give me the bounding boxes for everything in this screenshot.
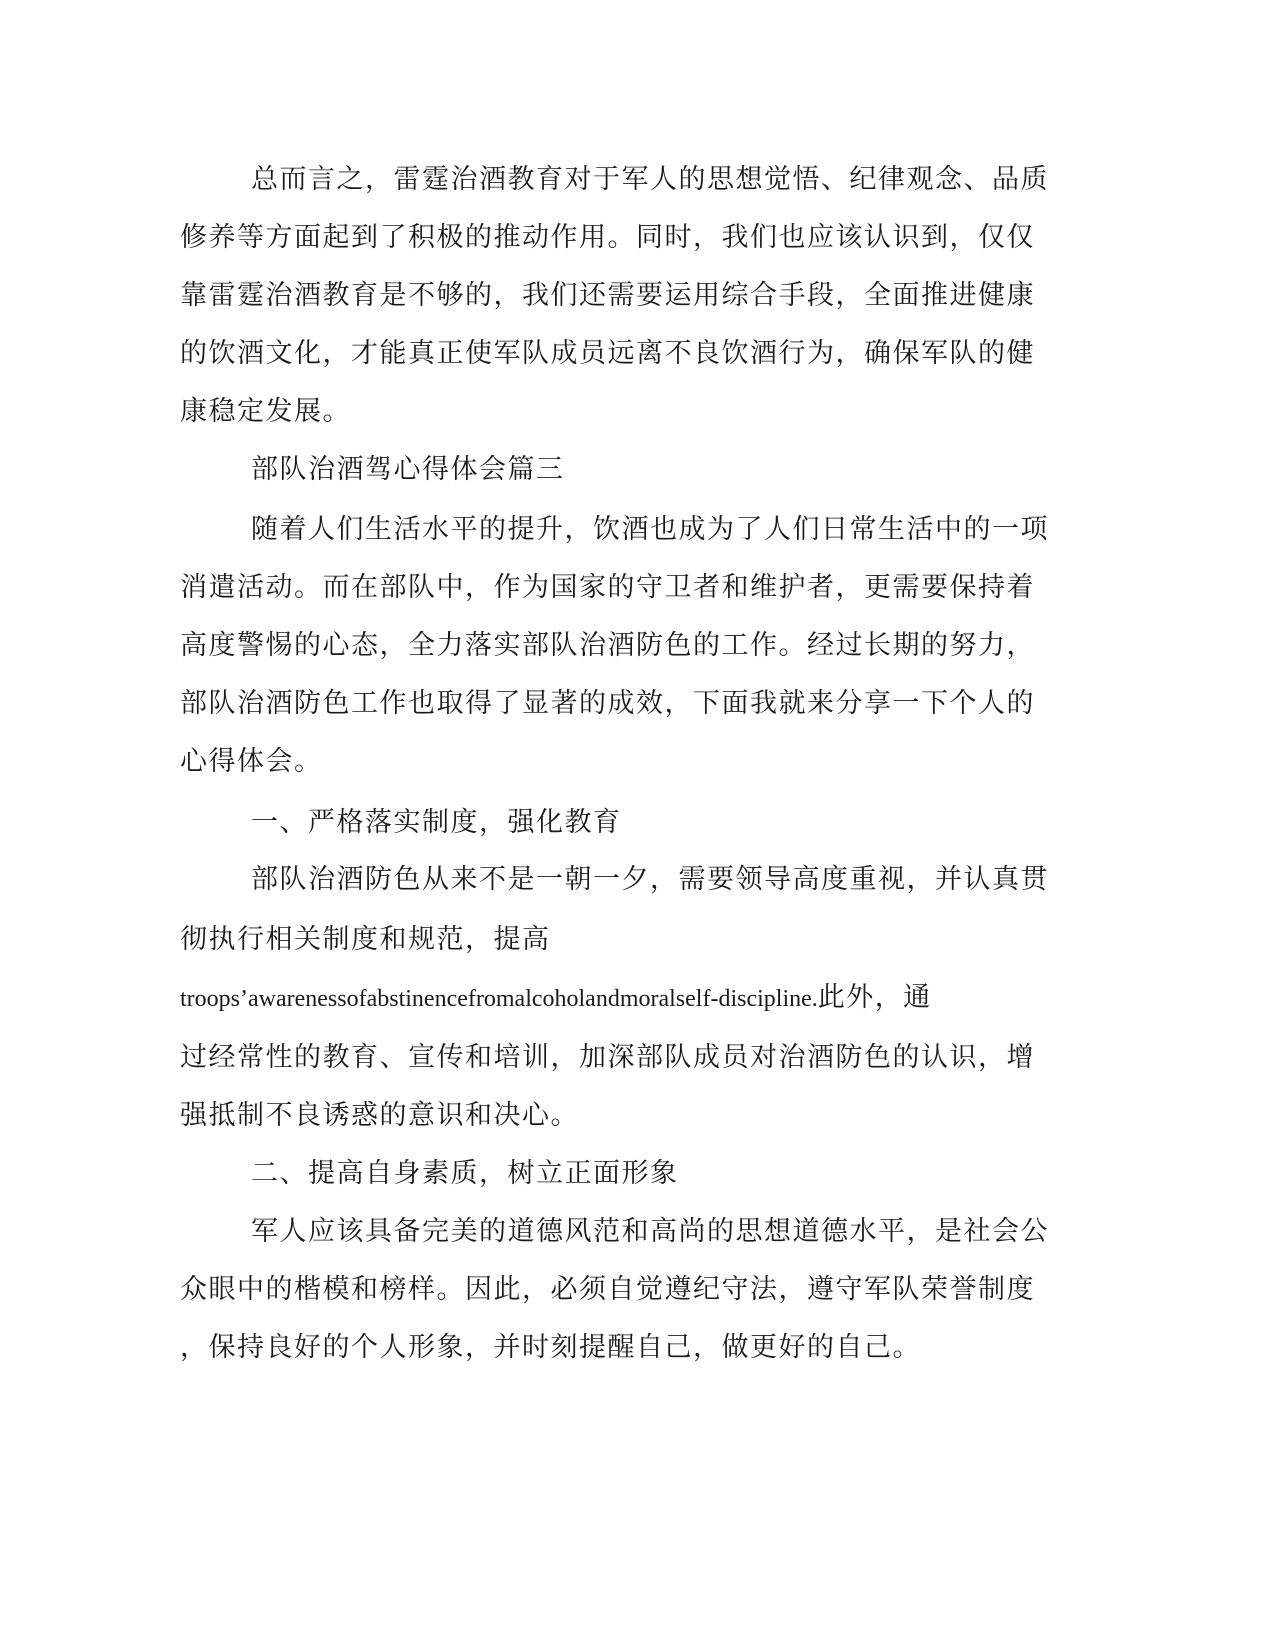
- paragraph-4-line-2: 众眼中的楷模和榜样。因此，必须自觉遵纪守法，遵守军队荣誉制度: [180, 1274, 1035, 1305]
- paragraph-3-line-1: 部队治酒防色从来不是一朝一夕，需要领导高度重视，并认真贯: [251, 864, 1049, 895]
- paragraph-3-line-2: 彻执行相关制度和规范，提高: [180, 924, 551, 955]
- paragraph-2-line-4: 部队治酒防色工作也取得了显著的成效，下面我就来分享一下个人的: [180, 688, 1035, 719]
- paragraph-4-line-3: ，保持良好的个人形象，并时刻提醒自己，做更好的自己。: [180, 1332, 921, 1363]
- paragraph-2-line-3: 高度警惕的心态，全力落实部队治酒防色的工作。经过长期的努力，: [180, 630, 1035, 661]
- paragraph-1-line-1: 总而言之，雷霆治酒教育对于军人的思想觉悟、纪律观念、品质: [251, 164, 1049, 195]
- heading-1: 一、严格落实制度，强化教育: [251, 807, 622, 838]
- paragraph-2-line-1: 随着人们生活水平的提升，饮酒也成为了人们日常生活中的一项: [251, 514, 1049, 545]
- paragraph-1-line-5: 康稳定发展。: [180, 396, 351, 427]
- paragraph-2-line-5: 心得体会。: [180, 746, 323, 777]
- paragraph-2-line-2: 消遣活动。而在部队中，作为国家的守卫者和维护者，更需要保持着: [180, 572, 1035, 603]
- paragraph-3-line-3: [0, 980, 1275, 1017]
- section-title: 部队治酒驾心得体会篇三: [251, 454, 565, 485]
- paragraph-1-line-2: 修养等方面起到了积极的推动作用。同时，我们也应该认识到，仅仅: [180, 222, 1035, 253]
- paragraph-3-line-4: 过经常性的教育、宣传和培训，加深部队成员对治酒防色的认识，增: [180, 1042, 1035, 1073]
- english-phrase: troops’awarenessofabstinencefromalcoholandmoralself-discipline.: [180, 986, 818, 1012]
- paragraph-1-line-3: 靠雷霆治酒教育是不够的，我们还需要运用综合手段，全面推进健康: [180, 280, 1035, 311]
- chinese-suffix: 此外，通: [817, 982, 932, 1013]
- paragraph-3-line-5: 强抵制不良诱惑的意识和决心。: [180, 1100, 579, 1131]
- heading-2: 二、提高自身素质，树立正面形象: [251, 1158, 679, 1189]
- paragraph-4-line-1: 军人应该具备完美的道德风范和高尚的思想道德水平，是社会公: [251, 1216, 1049, 1247]
- paragraph-1-line-4: 的饮酒文化，才能真正使军队成员远离不良饮酒行为，确保军队的健: [180, 338, 1035, 369]
